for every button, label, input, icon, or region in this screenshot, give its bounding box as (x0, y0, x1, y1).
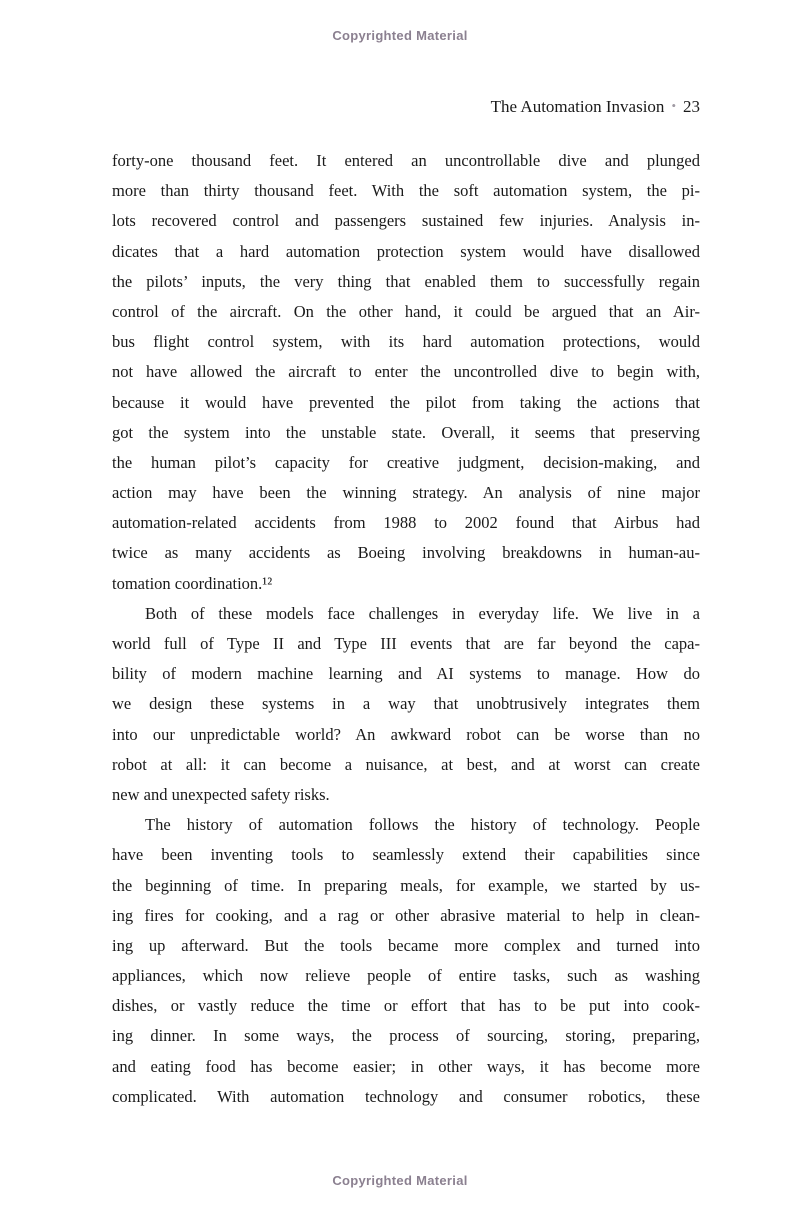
text-line: The history of automation follows the history of technology. People (145, 815, 700, 835)
text-line: bus flight control system, with its hard automation protections, would (112, 332, 700, 352)
text-line: automation-related accidents from 1988 to 2002 found that Airbus had (112, 513, 700, 533)
page-number: 23 (683, 97, 700, 116)
text-line: dishes, or vastly reduce the time or effort that has to be put into cook- (112, 996, 700, 1016)
text-line: twice as many accidents as Boeing involving breakdowns in human-au- (112, 543, 700, 563)
text-line: the beginning of time. In preparing meals, for example, we started by us- (112, 875, 700, 895)
text-line: more than thirty thousand feet. With the soft automation system, the pi- (112, 181, 700, 201)
text-line: and eating food has become easier; in other ways, it has become more (112, 1056, 700, 1076)
text-line: ing dinner. In some ways, the process of sourcing, storing, preparing, (112, 1026, 700, 1046)
text-line: lots recovered control and passengers sustained few injuries. Analysis in- (112, 211, 700, 231)
text-line: world full of Type II and Type III events that are far beyond the capa- (112, 634, 700, 653)
text-line: tomation coordination.¹² (112, 573, 273, 593)
text-line: the human pilot’s capacity for creative judgment, decision-making, and (112, 452, 700, 472)
text-line: new and unexpected safety risks. (112, 784, 330, 804)
paragraph (112, 810, 700, 1112)
text-line: got the system into the unstable state. Overall, it seems that preserving (112, 422, 700, 442)
separator-dot: • (671, 98, 676, 113)
text-line: robot at all: it can become a nuisance, at best, and at worst can create (112, 754, 700, 774)
text-line: forty-one thousand feet. It entered an uncontrollable dive and plunged (112, 151, 700, 170)
chapter-title: The Automation Invasion (490, 97, 665, 116)
text-line: we design these systems in a way that unobtrusively integrates them (112, 694, 700, 714)
text-line: ing up afterward. But the tools became more complex and turned into (112, 935, 700, 955)
text-line: into our unpredictable world? An awkward robot can be worse than no (112, 724, 700, 744)
text-line: dicates that a hard automation protection system would have disallowed (112, 241, 700, 261)
paragraph (112, 599, 700, 810)
text-line: Both of these models face challenges in everyday life. We live in a (145, 603, 700, 623)
paragraph (112, 146, 700, 599)
text-line: bility of modern machine learning and AI systems to manage. How do (112, 664, 700, 684)
text-line: action may have been the winning strategy. An analysis of nine major (112, 483, 700, 503)
page-body (112, 146, 700, 1112)
copyright-notice-top: Copyrighted Material (332, 28, 468, 43)
text-line: ing fires for cooking, and a rag or other abrasive material to help in clean- (112, 905, 700, 925)
copyright-notice-bottom: Copyrighted Material (332, 1173, 468, 1188)
text-line: the pilots’ inputs, the very thing that enabled them to successfully regain (112, 271, 700, 291)
text-line: control of the aircraft. On the other hand, it could be argued that an Air- (112, 301, 700, 321)
text-line: appliances, which now relieve people of entire tasks, such as washing (112, 966, 700, 986)
text-line: complicated. With automation technology and consumer robotics, these (112, 1086, 700, 1106)
text-line: have been inventing tools to seamlessly extend their capabilities since (112, 845, 700, 865)
text-line: not have allowed the aircraft to enter the uncontrolled dive to begin with, (112, 362, 700, 382)
running-header (112, 97, 700, 117)
text-line: because it would have prevented the pilot from taking the actions that (112, 392, 700, 412)
